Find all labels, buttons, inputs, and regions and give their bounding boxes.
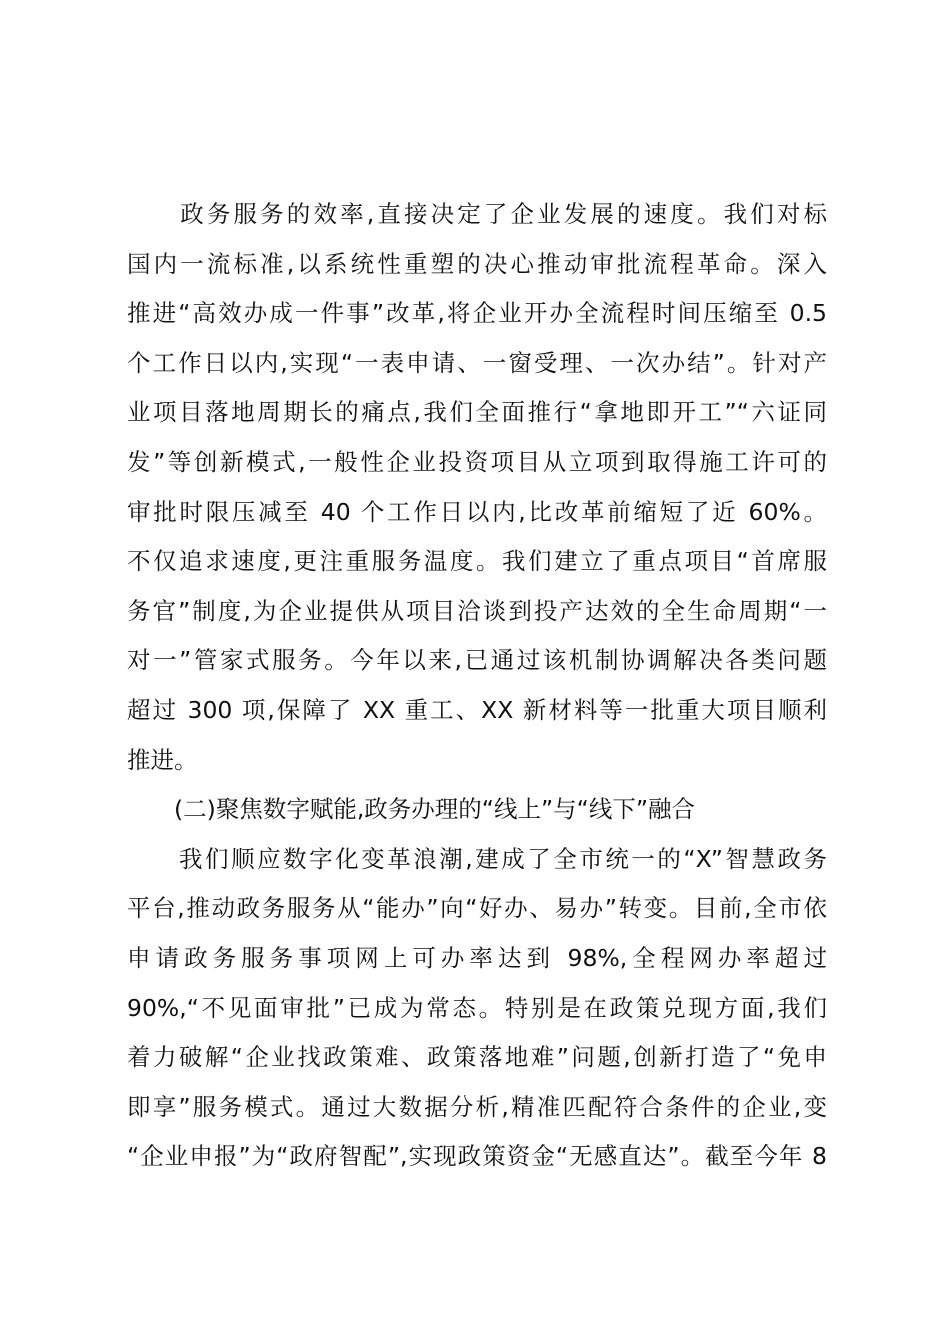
text-line: “企业申报”为“政府智配”,实现政策资金“无感直达”。截至今年 8 [127,1142,827,1171]
text-line: 务官”制度,为企业提供从项目洽谈到投产达效的全生命周期“一 [127,596,827,625]
body-text [127,190,827,1182]
text-line: 着力破解“企业找政策难、政策落地难”问题,创新打造了“免申 [127,1043,827,1072]
text-line: 业项目落地周期长的痛点,我们全面推行“拿地即开工”“六证同 [127,398,827,427]
text-line: 申请政务服务事项网上可办率达到 98%,全程网办率超过 [127,943,827,972]
text-line: 我们顺应数字化变革浪潮,建成了全市统一的“X”智慧政务 [127,844,827,873]
section-heading: (二)聚焦数字赋能,政务办理的“线上”与“线下”融合 [127,795,696,824]
text-line: 超过 300 项,保障了 XX 重工、XX 新材料等一批重大项目顺利 [127,695,827,724]
text-line: 对一”管家式服务。今年以来,已通过该机制协调解决各类问题 [127,646,827,675]
text-line: 即享”服务模式。通过大数据分析,精准匹配符合条件的企业,变 [127,1092,827,1121]
text-line: 推进。 [127,745,198,774]
text-line: 不仅追求速度,更注重服务温度。我们建立了重点项目“首席服 [127,547,827,576]
text-line: 平台,推动政务服务从“能办”向“好办、易办”转变。目前,全市依 [127,894,827,923]
text-line: 审批时限压减至 40 个工作日以内,比改革前缩短了近 60%。 [127,497,827,526]
text-line: 推进“高效办成一件事”改革,将企业开办全流程时间压缩至 0.5 [127,299,827,328]
text-line: 国内一流标准,以系统性重塑的决心推动审批流程革命。深入 [127,249,827,278]
text-line: 个工作日以内,实现“一表申请、一窗受理、一次办结”。针对产 [127,348,827,377]
text-line: 90%,“不见面审批”已成为常态。特别是在政策兑现方面,我们 [127,993,827,1022]
text-line: 政务服务的效率,直接决定了企业发展的速度。我们对标 [127,200,827,228]
text-line: 发”等创新模式,一般性企业投资项目从立项到取得施工许可的 [127,447,827,476]
